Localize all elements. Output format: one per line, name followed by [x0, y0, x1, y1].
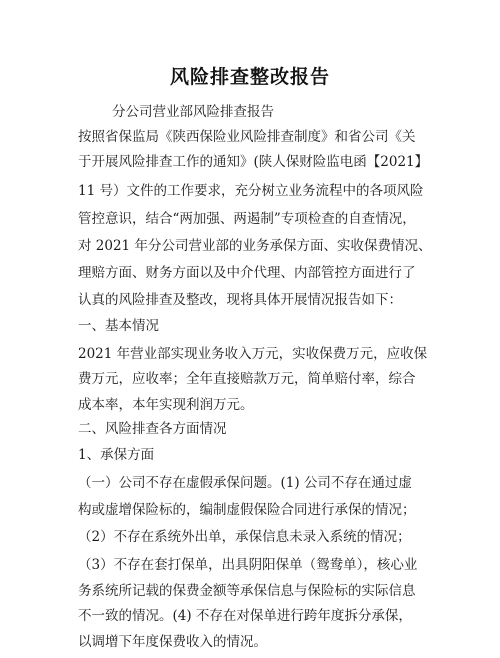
body-line: 按照省保监局《陕西保险业风险排查制度》和省公司《关 — [78, 129, 416, 145]
section-heading: 一、基本情况 — [78, 318, 159, 334]
body-line: 成本率，本年实现利润万元。 — [78, 397, 254, 413]
body-line: 不一致的情况。(4) 不存在对保单进行跨年度拆分承保， — [78, 608, 412, 624]
report-subtitle: 分公司营业部风险排查报告 — [112, 104, 274, 120]
body-line: 以调增下年度保费收入的情况。 — [78, 634, 267, 650]
body-line: 11 号）文件的工作要求，充分树立业务流程中的各项风险 — [78, 183, 424, 199]
body-line: （一）公司不存在虚假承保问题。(1) 公司不存在通过虚 — [78, 475, 412, 491]
body-line: 务系统所记载的保费金额等承保信息与保险标的实际信息 — [78, 583, 416, 599]
body-line: 于开展风险排查工作的通知》(陕人保财险监电函【2021】 — [78, 154, 429, 170]
body-line: 构或虚增保险标的，编制虚假保险合同进行承保的情况； — [78, 502, 416, 518]
section-heading: 二、风险排查各方面情况 — [78, 421, 227, 437]
subsection-heading: 1、承保方面 — [78, 447, 155, 463]
document-title: 风险排查整改报告 — [169, 66, 330, 88]
body-line: 认真的风险排查及整改，现将具体开展情况报告如下： — [78, 292, 402, 308]
body-line: 对 2021 年分公司营业部的业务承保方面、实收保费情况、 — [78, 238, 432, 254]
body-line: （3）不存在套打保单，出具阴阳保单（鸳鸯单），核心业 — [78, 557, 418, 573]
body-line: （2）不存在系统外出单，承保信息未录入系统的情况； — [78, 529, 411, 545]
body-line: 管控意识，结合“两加强、两遏制”专项检查的自查情况， — [78, 211, 416, 227]
body-line: 2021 年营业部实现业务收入万元，实收保费万元，应收保 — [78, 346, 428, 362]
body-line: 费万元，应收率；全年直接赔款万元，简单赔付率，综合 — [78, 371, 416, 387]
body-line: 理赔方面、财务方面以及中介代理、内部管控方面进行了 — [78, 265, 416, 281]
